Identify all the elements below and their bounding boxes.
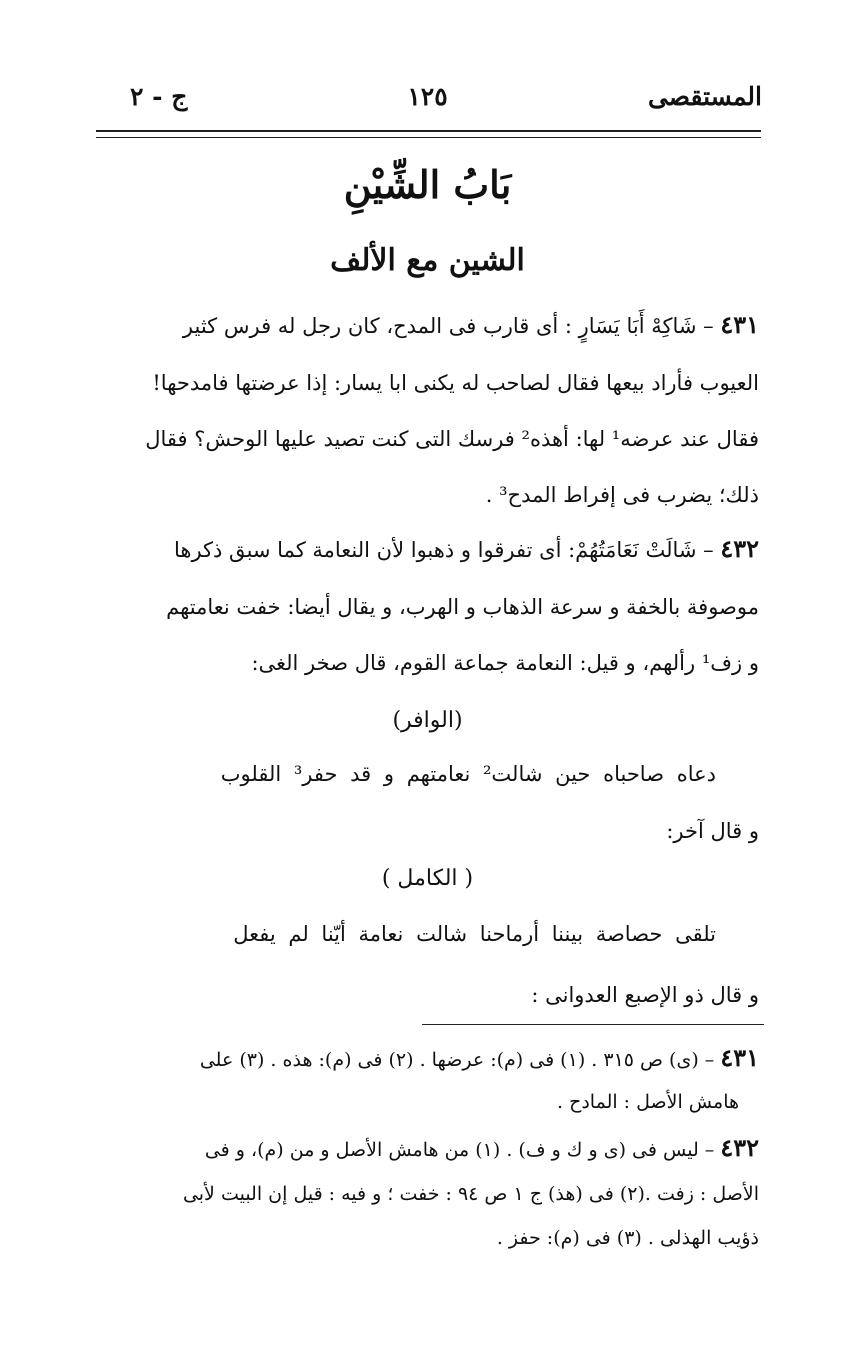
footnote-text: – ليس فى (ى و ك و ف) . (١) من هامش الأصل و من (م)، و فى: [204, 1139, 715, 1161]
poem-verse-1: دعاه صاحباه حين شالت² نعامتهم و قد حفر³ القلوب: [220, 762, 716, 786]
entry-text: – شَاكِهْ أَبَا يَسَارٍ : أى قارب فى المدح، كان رجل له فرس كثير: [182, 314, 714, 338]
header-rule-thin: [96, 137, 761, 138]
entry-text: – شَالَتْ نَعَامَتُهُمْ: أى تفرقوا و ذهبوا لأن النعامة كما سبق ذكرها: [173, 538, 714, 562]
page-number: ١٢٥: [407, 82, 448, 111]
entry-431-line-1: [183, 310, 759, 341]
poem-meter-kamil: ( الكامل ): [381, 866, 474, 891]
footnote-number: ٤٣١: [720, 1043, 759, 1072]
entry-431-line-4: ذلك؛ يضرب فى إفراط المدح³ .: [485, 483, 759, 507]
footnote-432-line-3: ذؤيب الهذلى . (٣) فى (م): حفز .: [496, 1227, 759, 1249]
footnote-text: – (ى) ص ٣١٥ . (١) فى (م): عرضها . (٢) فى (م): هذه . (٣) على: [199, 1049, 715, 1071]
footnote-431-line-2: هامش الأصل : المادح .: [556, 1091, 739, 1113]
entry-431-line-3: فقال عند عرضه¹ لها: أهذه² فرسك التى كنت تصيد عليها الوحش؟ فقال: [145, 427, 759, 451]
footnote-432-line-2: الأصل : زفت .(٢) فى (هذ) ج ١ ص ٩٤ : خفت ؛ و فيه : قيل إن البيت لأبى: [182, 1183, 759, 1205]
poem-verse-2: تلقى حصاصة بيننا أرماحنا شالت نعامة أيّنا لم يفعل: [233, 922, 716, 946]
entry-432-line-2: موصوفة بالخفة و سرعة الذهاب و الهرب، و يقال أيضا: خفت نعامتهم: [166, 595, 759, 619]
poem-meter-wafir: (الوافر): [392, 708, 463, 733]
volume-label: ج - ٢: [130, 82, 188, 111]
section-title: الشين مع الألف: [330, 243, 525, 278]
header-rule-thick: [96, 130, 761, 132]
entry-432-line-1: [174, 534, 759, 565]
entry-number: ٤٣١: [720, 310, 759, 339]
entry-431-line-2: العيوب فأراد بيعها فقال لصاحب له يكنى ابا يسار: إذا عرضتها فامدحها!: [152, 371, 759, 395]
poem-intro-line-2: و قال ذو الإصبع العدوانى :: [531, 983, 759, 1007]
footnote-number: ٤٣٢: [720, 1133, 759, 1162]
entry-number: ٤٣٢: [720, 534, 759, 563]
entry-432-line-3: و زف¹ رألهم، و قيل: النعامة جماعة القوم، قال صخر الغى:: [251, 651, 759, 675]
footnote-432-line-1: [205, 1134, 759, 1164]
running-head-title: المستقصى: [647, 82, 762, 111]
poem-intro-line: و قال آخر:: [666, 819, 759, 843]
footnote-431-line-1: [200, 1044, 759, 1074]
footnote-rule: [422, 1024, 764, 1025]
chapter-title: بَابُ الشِّيْنِ: [343, 162, 512, 207]
